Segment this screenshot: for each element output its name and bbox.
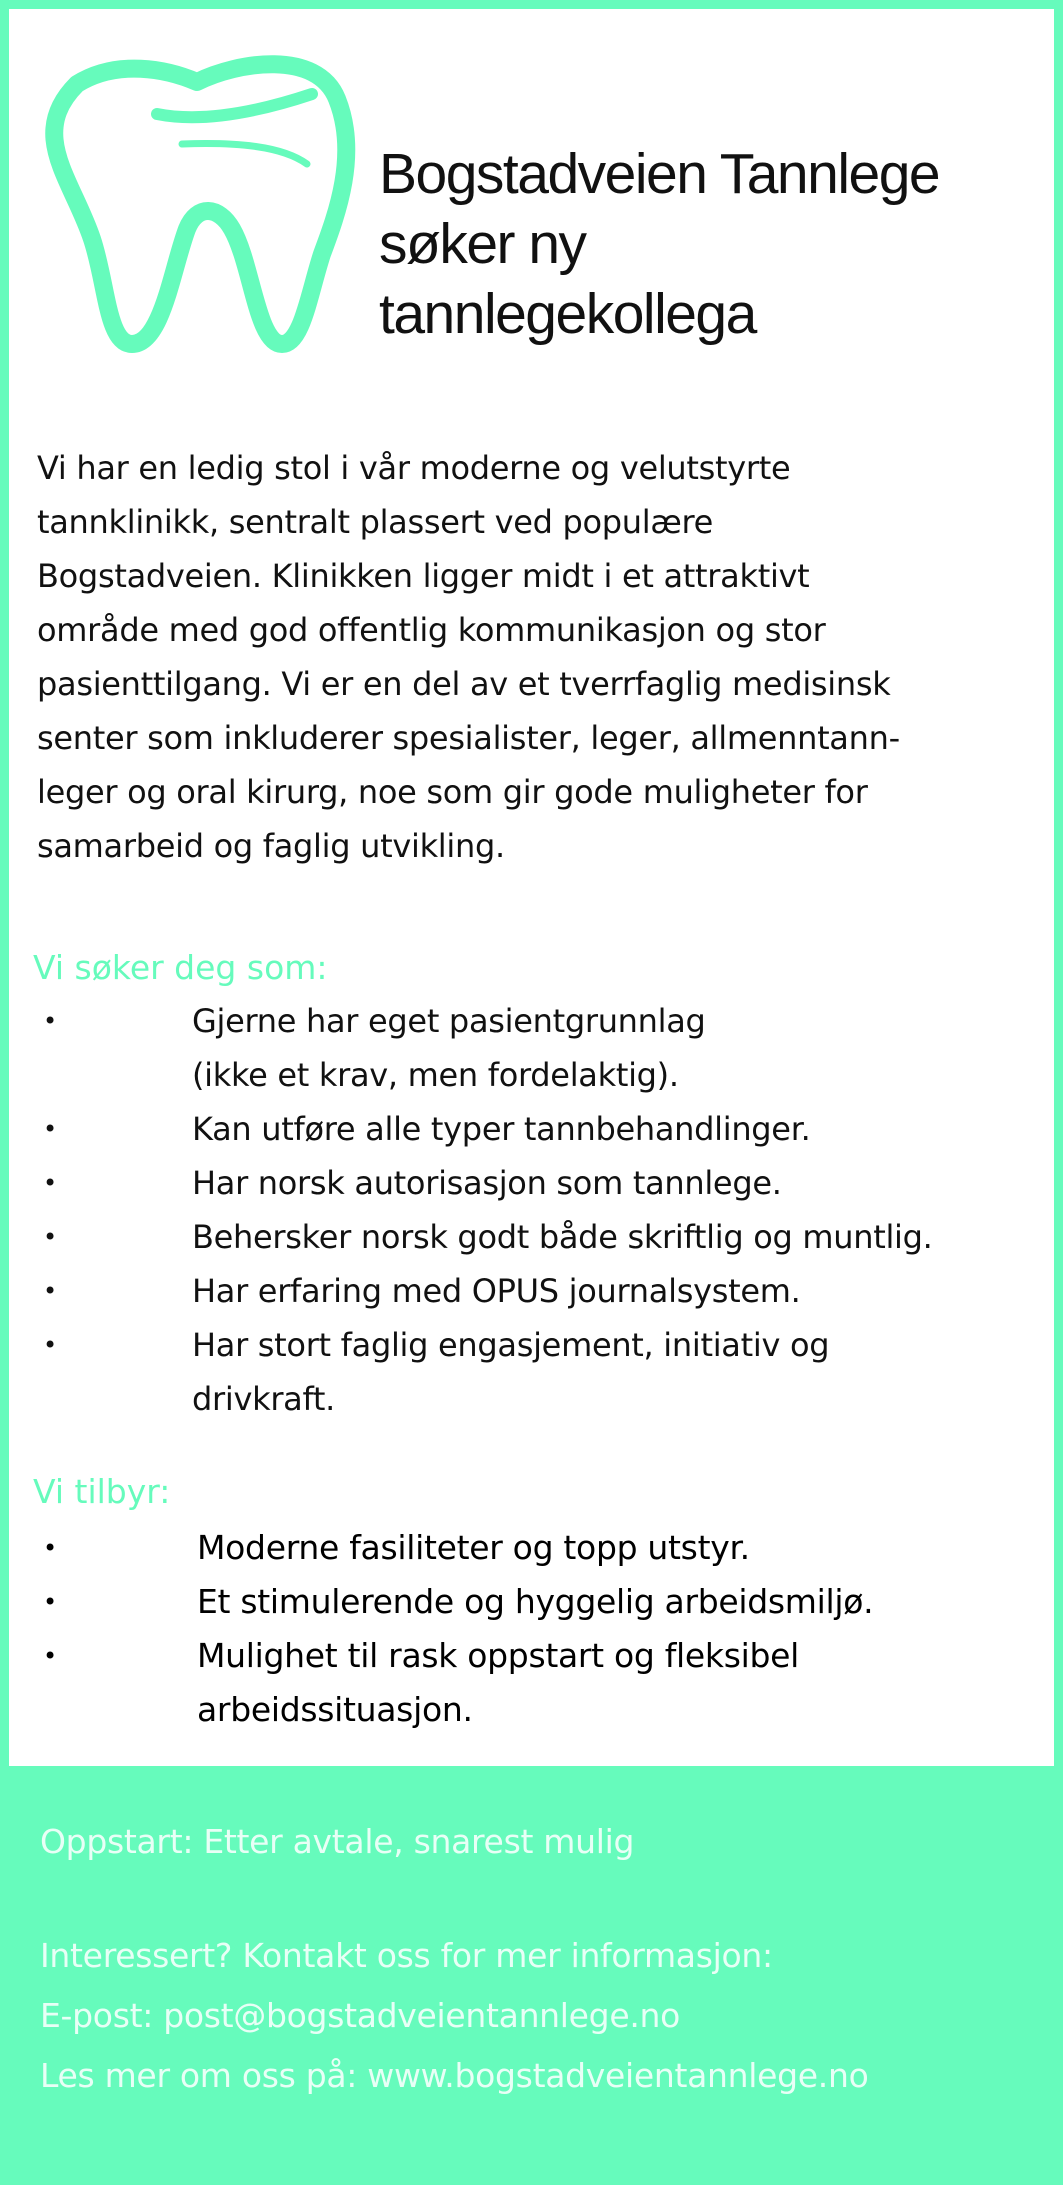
intro-line: tannklinikk, sentralt plassert ved populære bbox=[37, 503, 714, 541]
headline bbox=[379, 139, 939, 349]
email-link[interactable]: E-post: post@bogstadveientannlege.no bbox=[40, 1996, 681, 2035]
bullet-icon: • bbox=[43, 1115, 57, 1143]
footer bbox=[40, 1812, 869, 2106]
list-item: • Behersker norsk godt både skriftlig og muntlig. bbox=[37, 1210, 933, 1264]
offer-heading: Vi tilbyr: bbox=[33, 1472, 171, 1511]
list-item: • Mulighet til rask oppstart og fleksibel arbeidssituasjon. bbox=[37, 1629, 873, 1737]
intro-line: område med god offentlig kommunikasjon og stor bbox=[37, 611, 826, 649]
list-item: • Har erfaring med OPUS journalsystem. bbox=[37, 1264, 933, 1318]
intro-paragraph bbox=[37, 441, 1037, 873]
offer-list bbox=[37, 1521, 873, 1737]
bullet-icon: • bbox=[43, 1534, 57, 1562]
start-info: Oppstart: Etter avtale, snarest mulig bbox=[40, 1822, 635, 1861]
bullet-icon: • bbox=[43, 1642, 57, 1670]
headline-line: Bogstadveien Tannlege bbox=[379, 142, 940, 206]
bullet-icon: • bbox=[43, 1588, 57, 1616]
tooth-icon bbox=[37, 54, 359, 354]
intro-line: samarbeid og faglig utvikling. bbox=[37, 827, 505, 865]
list-item: • Har norsk autorisasjon som tannlege. bbox=[37, 1156, 933, 1210]
bullet-icon: • bbox=[43, 1331, 57, 1359]
job-ad-card bbox=[9, 9, 1054, 1766]
list-item: • Kan utføre alle typer tannbehandlinger. bbox=[37, 1102, 933, 1156]
bullet-icon: • bbox=[43, 1223, 57, 1251]
bullet-icon: • bbox=[43, 1277, 57, 1305]
intro-line: senter som inkluderer spesialister, leger, allmenntann- bbox=[37, 719, 900, 757]
intro-line: pasienttilgang. Vi er en del av et tverrfaglig medisinsk bbox=[37, 665, 891, 703]
list-item: • Et stimulerende og hyggelig arbeidsmiljø. bbox=[37, 1575, 873, 1629]
contact-intro: Interessert? Kontakt oss for mer informasjon: bbox=[40, 1936, 773, 1975]
intro-line: Bogstadveien. Klinikken ligger midt i et attraktivt bbox=[37, 557, 810, 595]
bullet-icon: • bbox=[43, 1169, 57, 1197]
headline-line: søker ny bbox=[379, 212, 586, 276]
list-item: • Moderne fasiliteter og topp utstyr. bbox=[37, 1521, 873, 1575]
list-item: • Har stort faglig engasjement, initiativ og drivkraft. bbox=[37, 1318, 933, 1426]
intro-line: leger og oral kirurg, noe som gir gode muligheter for bbox=[37, 773, 868, 811]
headline-line: tannlegekollega bbox=[379, 282, 756, 346]
bullet-icon: • bbox=[43, 1007, 57, 1035]
website-link[interactable]: Les mer om oss på: www.bogstadveientannlege.no bbox=[40, 2056, 869, 2095]
seeking-list bbox=[37, 994, 933, 1426]
list-item: • Gjerne har eget pasientgrunnlag (ikke et krav, men fordelaktig). bbox=[37, 994, 933, 1102]
seeking-heading: Vi søker deg som: bbox=[33, 948, 328, 987]
intro-line: Vi har en ledig stol i vår moderne og velutstyrte bbox=[37, 449, 791, 487]
